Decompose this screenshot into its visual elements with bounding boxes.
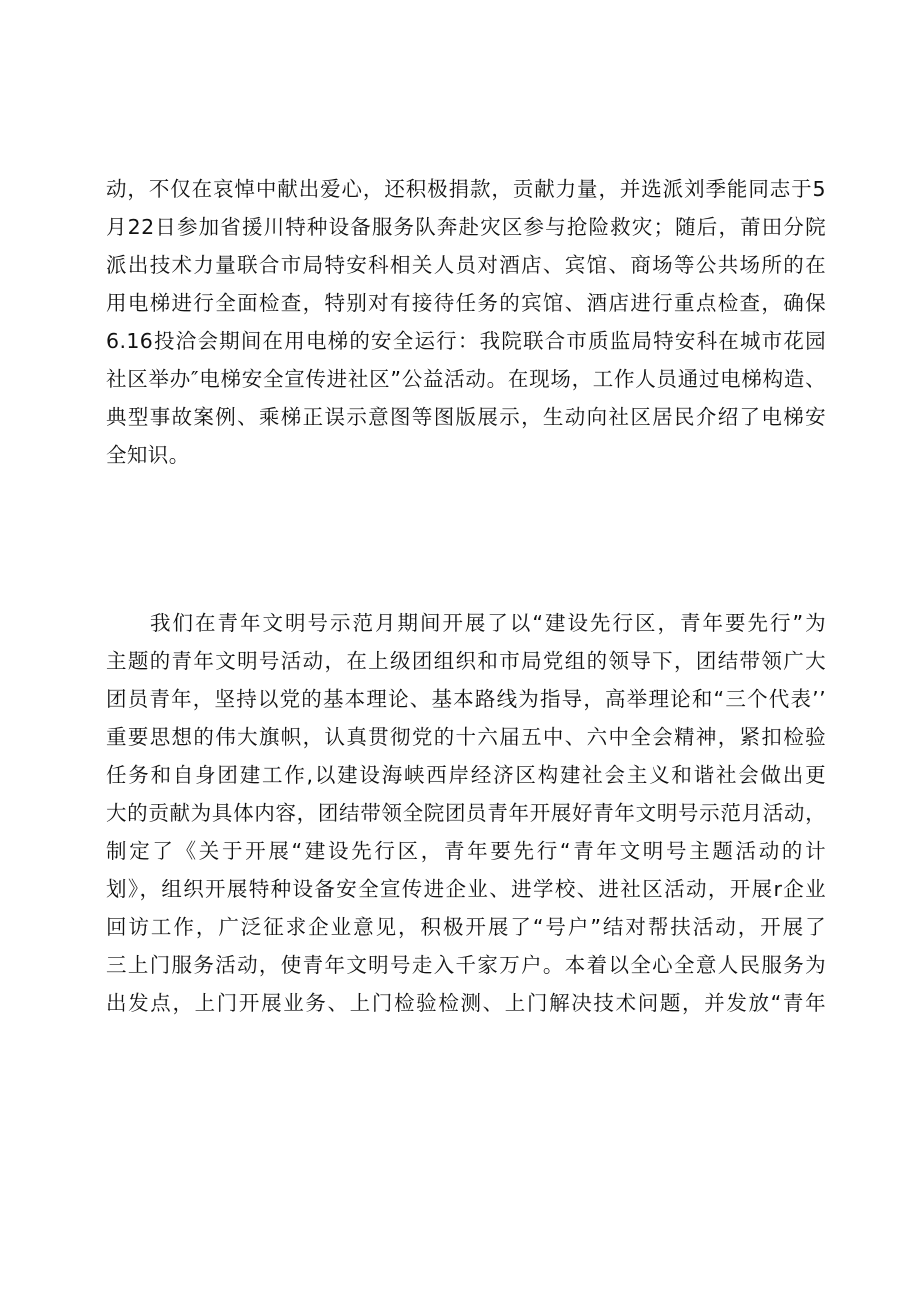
paragraph-2 [106,604,826,1022]
text-line: 6.16投洽会期间在用电梯的安全运行：我院联合市质监局特安科在城市花园 [106,329,826,353]
text-line: 大的贡献为具体内容，团结带领全院团员青年开展好青年文明号示范月活动， [106,801,826,825]
text-line: 出发点，上门开展业务、上门检验检测、上门解决技术问题，并发放“青年 [106,991,826,1015]
text-line: 社区举办″电梯安全宣传进社区”公益活动。在现场，工作人员通过电梯构造、 [106,367,826,391]
text-line: 团员青年，坚持以党的基本理论、基本路线为指导，高举理论和“三个代表’’ [106,687,826,711]
text-line: 回访工作，广泛征求企业意见，积极开展了“号户”结对帮扶活动，开展了 [106,915,826,939]
text-line: 月22日参加省援川特种设备服务队奔赴灾区参与抢险救灾；随后，莆田分院 [106,215,826,239]
text-line: 重要思想的伟大旗帜，认真贯彻党的十六届五中、六中全会精神，紧扣检验 [106,725,826,749]
text-line: 典型事故案例、乘梯正误示意图等图版展示，生动向社区居民介绍了电梯安 [106,405,826,429]
text-line: 划》，组织开展特种设备安全宣传进企业、进学校、进社区活动，开展r企业 [106,877,826,901]
text-line: 派出技术力量联合市局特安科相关人员对酒店、宾馆、商场等公共场所的在 [106,253,826,277]
text-line: 主题的青年文明号活动，在上级团组织和市局党组的领导下，团结带领广大 [106,649,826,673]
text-line: 三上门服务活动，使青年文明号走入千家万户。本着以全心全意人民服务为 [106,953,826,977]
text-line: 制定了《关于开展“建设先行区，青年要先行“青年文明号主题活动的计 [106,839,826,863]
text-line: 动，不仅在哀悼中献出爱心，还积极捐款，贡献力量，并选派刘季能同志于5 [106,177,826,201]
text-line: 用电梯进行全面检查，特别对有接待任务的宾馆、酒店进行重点检查，确保 [106,291,826,315]
text-line: 我们在青年文明号示范月期间开展了以“建设先行区，青年要先行”为 [150,611,826,635]
text-line: 全知识。 [106,443,190,467]
text-line: 任务和自身团建工作,以建设海峡西岸经济区构建社会主义和谐社会做出更 [106,763,826,787]
paragraph-1 [106,170,826,474]
